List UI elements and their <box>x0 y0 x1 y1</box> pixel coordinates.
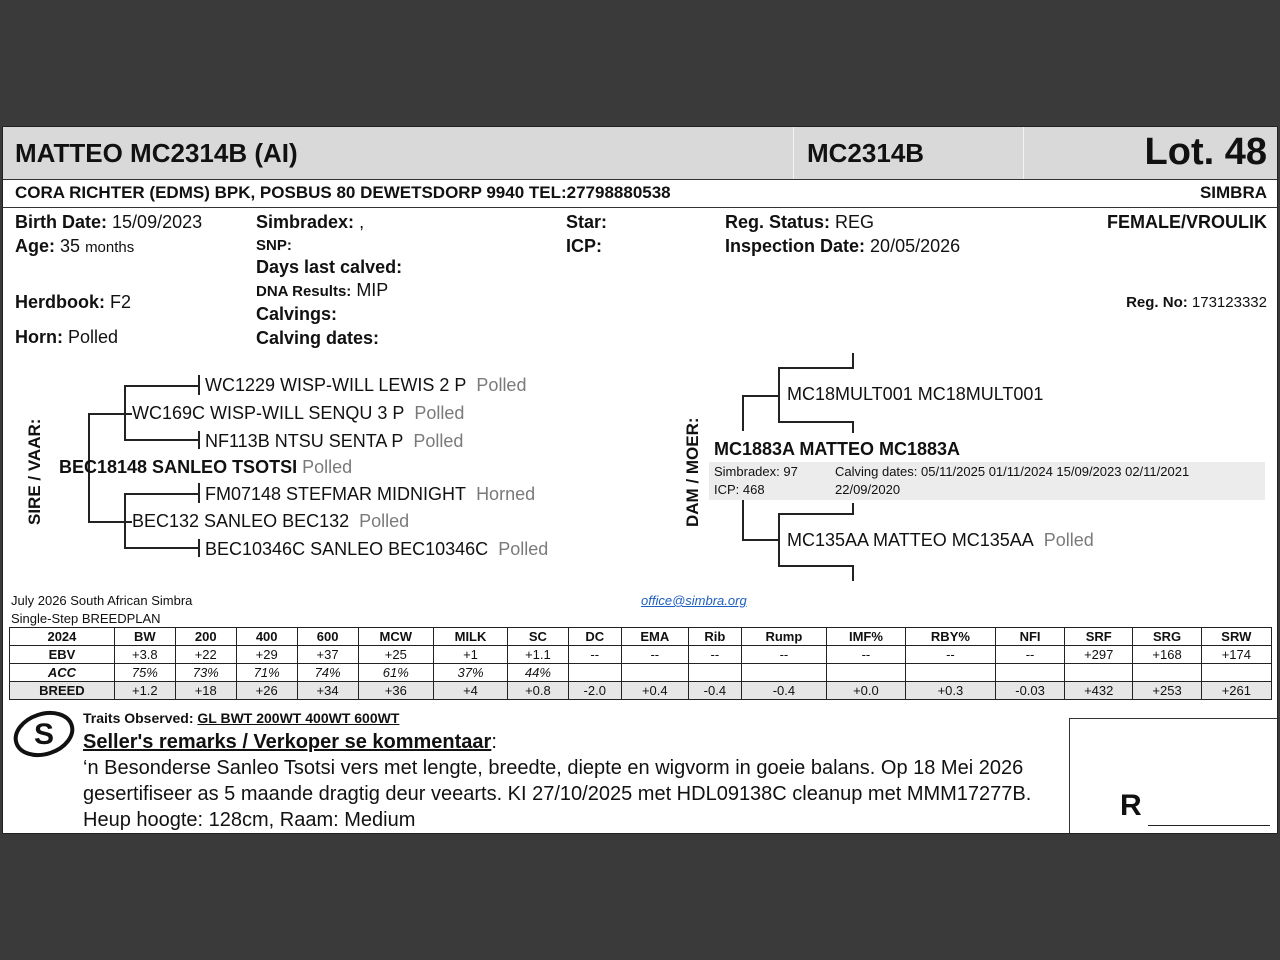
ebv-cell <box>1133 664 1201 682</box>
owner-row <box>3 179 1277 208</box>
ebv-cell: +174 <box>1201 646 1271 664</box>
ebv-cell <box>996 664 1065 682</box>
ebv-cell: -0.4 <box>689 682 742 700</box>
dam-name: MC1883A MATTEO MC1883A <box>714 439 961 459</box>
lot-card <box>2 126 1278 834</box>
ebv-cell: +37 <box>297 646 358 664</box>
sire-side-label: SIRE / VAAR: <box>25 418 44 525</box>
ebv-cell: -0.4 <box>741 682 826 700</box>
ebv-cell: +261 <box>1201 682 1271 700</box>
traits-observed: Traits Observed: GL BWT 200WT 400WT 600WT <box>83 710 400 726</box>
ebv-header-cell: DC <box>568 628 621 646</box>
ebv-cell: ACC <box>10 664 115 682</box>
ebv-cell: +34 <box>297 682 358 700</box>
breedplan-edition: July 2026 South African Simbra <box>11 593 193 608</box>
ebv-header-cell: MILK <box>434 628 508 646</box>
horn-status: Horn: Polled <box>15 327 119 347</box>
snp-label: SNP: <box>256 237 292 254</box>
office-email-link[interactable]: office@simbra.org <box>641 593 747 608</box>
ebv-cell: +253 <box>1133 682 1201 700</box>
ebv-cell: 74% <box>297 664 358 682</box>
ebv-cell <box>689 664 742 682</box>
ebv-header-cell: BW <box>114 628 175 646</box>
ebv-cell: +4 <box>434 682 508 700</box>
ebv-cell: 71% <box>236 664 297 682</box>
animal-title: MATTEO MC2314B (AI) <box>15 138 298 168</box>
dam-calving-dates-2: 22/09/2020 <box>835 482 901 497</box>
ebv-header-cell: EMA <box>621 628 688 646</box>
ebv-header-cell: 600 <box>297 628 358 646</box>
calving-dates-label: Calving dates: <box>256 328 380 348</box>
ebv-cell: -- <box>741 646 826 664</box>
icp-label: ICP: <box>566 236 602 256</box>
days-last-calved-label: Days last calved: <box>256 257 403 277</box>
remarks-text: ‘n Besonderse Sanleo Tsotsi vers met lengte, breedte, diepte en wigvorm in goeie balans. Op 18 Mei 2026 gesertifiseer as 5 maande dragtig deur veearts. KI 27/10/2025 met HDL09138C cleanup met MMM17277B. Heup hoogte: 128cm, Raam: Medium <box>83 757 1032 831</box>
ebv-header-cell: RBY% <box>905 628 995 646</box>
ebv-cell: +0.4 <box>621 682 688 700</box>
sire-dam: BEC132 SANLEO BEC132 Polled <box>132 511 410 531</box>
reg-number: Reg. No: 173123332 <box>1126 294 1267 311</box>
ebv-cell: +29 <box>236 646 297 664</box>
simbradex: Simbradex: , <box>256 212 365 232</box>
ebv-header-cell: Rump <box>741 628 826 646</box>
svg-text:S: S <box>33 718 55 751</box>
ebv-cell: +1.1 <box>507 646 568 664</box>
ebv-header-cell: 400 <box>236 628 297 646</box>
ebv-cell: -- <box>689 646 742 664</box>
birth-date: Birth Date: 15/09/2023 <box>15 212 203 232</box>
ebv-cell: -- <box>621 646 688 664</box>
ebv-cell: 44% <box>507 664 568 682</box>
ebv-cell <box>905 664 995 682</box>
star-label: Star: <box>566 212 608 232</box>
ebv-row <box>10 682 1272 700</box>
ebv-table <box>9 627 1272 700</box>
ebv-cell: +432 <box>1065 682 1133 700</box>
ebv-header-cell: SRG <box>1133 628 1201 646</box>
animal-code: MC2314B <box>807 138 925 168</box>
sire-dam-sire: FM07148 STEFMAR MIDNIGHT Horned <box>205 484 536 504</box>
sire-sire: WC169C WISP-WILL SENQU 3 P Polled <box>132 403 465 423</box>
ebv-header-cell: 200 <box>175 628 236 646</box>
ebv-cell: +0.8 <box>507 682 568 700</box>
price-currency: R <box>1120 789 1142 822</box>
dam-calving-dates: Calving dates: 05/11/2025 01/11/2024 15/09/2023 02/11/2021 <box>835 464 1190 479</box>
ebv-cell: -- <box>827 646 906 664</box>
header-bar <box>3 127 1277 180</box>
dam-details-panel <box>709 462 1265 500</box>
remarks-heading: Seller's remarks / Verkoper se kommentaar: <box>83 731 497 753</box>
price-box <box>1069 718 1278 834</box>
ebv-cell <box>741 664 826 682</box>
ebv-cell: -- <box>568 646 621 664</box>
age: Age: 35 months <box>15 236 135 256</box>
sex: FEMALE/VROULIK <box>1107 212 1267 232</box>
inspection-date: Inspection Date: 20/05/2026 <box>725 236 961 256</box>
ebv-cell: -- <box>996 646 1065 664</box>
breed-name: SIMBRA <box>1199 183 1267 202</box>
reg-status: Reg. Status: REG <box>725 212 875 232</box>
ebv-row <box>10 664 1272 682</box>
dam-simbradex: Simbradex: 97 <box>714 464 798 479</box>
ebv-cell <box>1065 664 1133 682</box>
ebv-cell: BREED <box>10 682 115 700</box>
ebv-cell: +0.0 <box>827 682 906 700</box>
ebv-cell: 75% <box>114 664 175 682</box>
ebv-cell <box>1201 664 1271 682</box>
ebv-cell: +3.8 <box>114 646 175 664</box>
owner-details: CORA RICHTER (EDMS) BPK, POSBUS 80 DEWETSDORP 9940 TEL:27798880538 <box>15 183 671 202</box>
ebv-header-cell: SC <box>507 628 568 646</box>
dam-sire: MC18MULT001 MC18MULT001 <box>787 384 1044 404</box>
sire-name: BEC18148 SANLEO TSOTSI Polled <box>59 457 353 477</box>
ebv-row <box>10 646 1272 664</box>
ebv-cell: +168 <box>1133 646 1201 664</box>
ebv-cell: -0.03 <box>996 682 1065 700</box>
sire-dam-dam: BEC10346C SANLEO BEC10346C Polled <box>205 539 549 559</box>
ebv-row <box>10 628 1272 646</box>
sire-sire-dam: NF113B NTSU SENTA P Polled <box>205 431 464 451</box>
ebv-cell: -- <box>905 646 995 664</box>
dam-dam: MC135AA MATTEO MC135AA Polled <box>787 530 1094 550</box>
dna-results: DNA Results: MIP <box>256 280 389 300</box>
ebv-cell: 61% <box>358 664 434 682</box>
herdbook: Herdbook: F2 <box>15 292 132 312</box>
ebv-cell: +1 <box>434 646 508 664</box>
ebv-cell <box>568 664 621 682</box>
calvings-label: Calvings: <box>256 304 338 324</box>
ebv-header-cell: SRF <box>1065 628 1133 646</box>
ebv-cell: 37% <box>434 664 508 682</box>
simbra-logo-icon <box>11 707 77 761</box>
dam-icp: ICP: 468 <box>714 482 765 497</box>
ebv-cell: +22 <box>175 646 236 664</box>
breedplan-type: Single-Step BREEDPLAN <box>11 611 161 626</box>
ebv-cell: +26 <box>236 682 297 700</box>
ebv-cell <box>827 664 906 682</box>
ebv-header-cell: NFI <box>996 628 1065 646</box>
lot-number: Lot. 48 <box>1144 131 1267 173</box>
ebv-header-cell: 2024 <box>10 628 115 646</box>
ebv-cell <box>621 664 688 682</box>
ebv-cell: +0.3 <box>905 682 995 700</box>
ebv-cell: +36 <box>358 682 434 700</box>
price-input-line[interactable] <box>1148 825 1270 826</box>
ebv-cell: +297 <box>1065 646 1133 664</box>
ebv-cell: +25 <box>358 646 434 664</box>
ebv-cell: -2.0 <box>568 682 621 700</box>
ebv-header-cell: IMF% <box>827 628 906 646</box>
ebv-header-cell: SRW <box>1201 628 1271 646</box>
ebv-header-cell: MCW <box>358 628 434 646</box>
ebv-cell: EBV <box>10 646 115 664</box>
ebv-cell: 73% <box>175 664 236 682</box>
ebv-cell: +1.2 <box>114 682 175 700</box>
ebv-cell: +18 <box>175 682 236 700</box>
sire-sire-sire: WC1229 WISP-WILL LEWIS 2 P Polled <box>205 375 527 395</box>
ebv-header-cell: Rib <box>689 628 742 646</box>
dam-side-label: DAM / MOER: <box>683 417 702 527</box>
